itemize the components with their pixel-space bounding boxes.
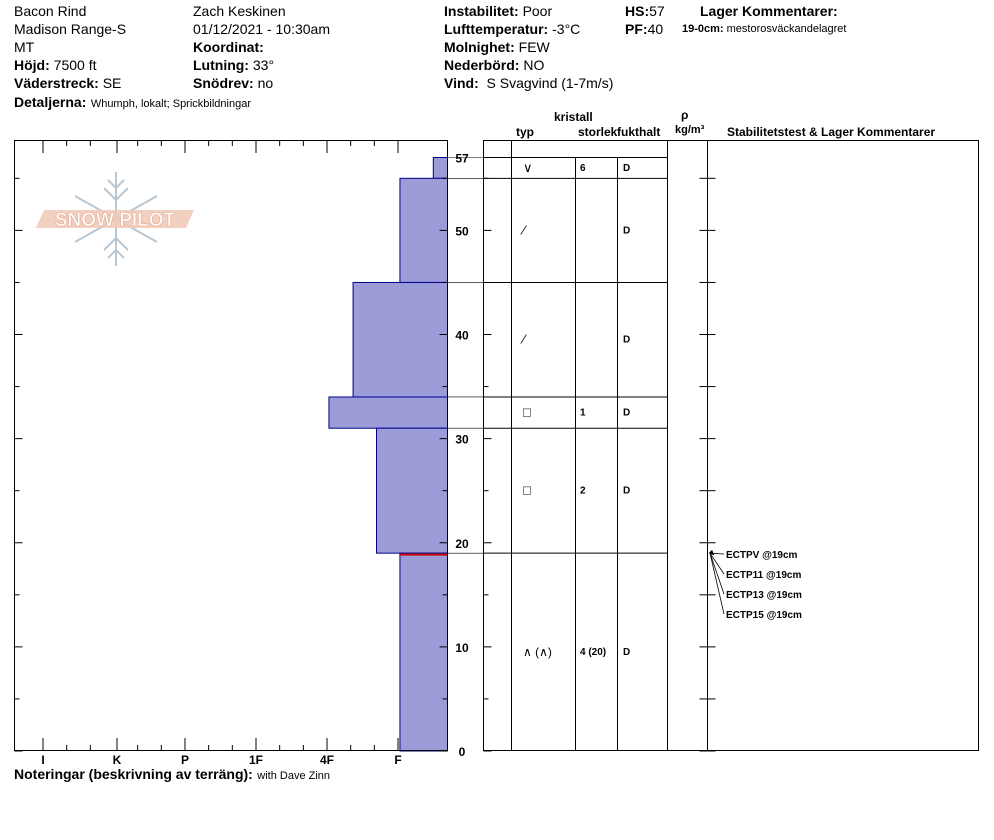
depth-label: 40 [455, 328, 469, 343]
grain-size: 4 (20) [580, 647, 607, 659]
hardness-bar [433, 158, 447, 179]
depth-label: 10 [455, 640, 469, 655]
depth-label: 20 [455, 536, 469, 551]
grain-type: ⁄ [523, 222, 526, 238]
hardness-bar [353, 282, 447, 397]
hardness-tick-label: F [394, 753, 402, 767]
observation-datetime: 01/12/2021 - 10:30am [193, 21, 330, 37]
grain-type: ∧ (∧) [523, 645, 552, 660]
stability-test-label: ECTPV @19cm [726, 550, 798, 561]
moisture-value: D [623, 647, 631, 659]
arrow-icon [709, 550, 714, 555]
location: Bacon Rind [14, 3, 87, 19]
grain-size: 2 [580, 485, 586, 497]
type-header: typ [516, 125, 534, 139]
snow-height: HS:57 [625, 3, 665, 19]
depth-label: 0 [458, 745, 466, 759]
air-temperature: Lufttemperatur: -3°C [444, 21, 581, 37]
depth-label: 57 [455, 151, 469, 166]
hardness-tick-label: 1F [248, 753, 264, 767]
rho-header: ρ [681, 108, 689, 122]
hardness-bar [329, 397, 448, 428]
hardness-tick-label: K [112, 753, 122, 767]
precipitation: Nederbörd: NO [444, 57, 545, 73]
grain-type: □ [523, 482, 531, 498]
moisture-value: D [623, 225, 631, 237]
stability-test-label: ECTP13 @19cm [726, 590, 802, 601]
terrain-notes: Noteringar (beskrivning av terräng): with Dave Zinn [14, 766, 331, 782]
grain-size: 6 [580, 162, 586, 174]
depth-label: 50 [455, 224, 469, 239]
grain-size: 1 [580, 407, 586, 419]
observer: Zach Keskinen [193, 3, 286, 19]
hardness-bar [400, 553, 448, 751]
elevation: Höjd: 7500 ft [14, 57, 97, 73]
sky-cover: Molnighet: FEW [444, 39, 550, 55]
depth-label: 30 [455, 432, 469, 447]
instability: Instabilitet: Poor [444, 3, 553, 19]
slope-angle: Lutning: 33° [193, 57, 275, 73]
density-header: kg/m³ [675, 124, 705, 136]
hardness-bar [377, 428, 448, 553]
stability-header: Stabilitetstest & Lager Kommentarer [727, 125, 936, 139]
aspect: Väderstreck: SE [14, 75, 122, 91]
layer-table-frame [484, 141, 979, 751]
moisture-header: fukthalt [617, 125, 661, 139]
moisture-value: D [623, 485, 631, 497]
details: Detaljerna: Whumph, lokalt; Sprickbildningar [14, 94, 251, 110]
mountain-range: Madison Range-S [14, 21, 127, 37]
blowing-snow: Snödrev: no [193, 75, 274, 91]
stability-test-label: ECTP11 @19cm [726, 570, 802, 581]
logo-text: SNOW PILOT [54, 210, 176, 231]
size-header: storlek [578, 125, 617, 139]
layer-comment: 19-0cm: mestorosväckandelagret [682, 23, 847, 35]
coordinate-label: Koordinat: [193, 39, 264, 55]
moisture-value: D [623, 407, 631, 419]
stability-test-label: ECTP15 @19cm [726, 610, 802, 621]
stability-test-leader [710, 553, 724, 614]
hardness-tick-label: 4F [319, 753, 335, 767]
foot-penetration: PF:40 [625, 21, 664, 37]
grain-type: ∨ [523, 159, 533, 175]
crystal-header: kristall [554, 110, 593, 124]
grain-type: ⁄ [523, 331, 526, 347]
layer-comments-title: Lager Kommentarer: [700, 3, 838, 19]
stability-test-leader [710, 553, 724, 594]
state: MT [14, 39, 35, 55]
grain-type: □ [523, 404, 531, 420]
moisture-value: D [623, 334, 631, 346]
moisture-value: D [623, 162, 631, 174]
hardness-tick-label: I [41, 753, 45, 767]
hardness-tick-label: P [180, 753, 190, 767]
wind: Vind: S Svagvind (1-7m/s) [444, 75, 614, 91]
